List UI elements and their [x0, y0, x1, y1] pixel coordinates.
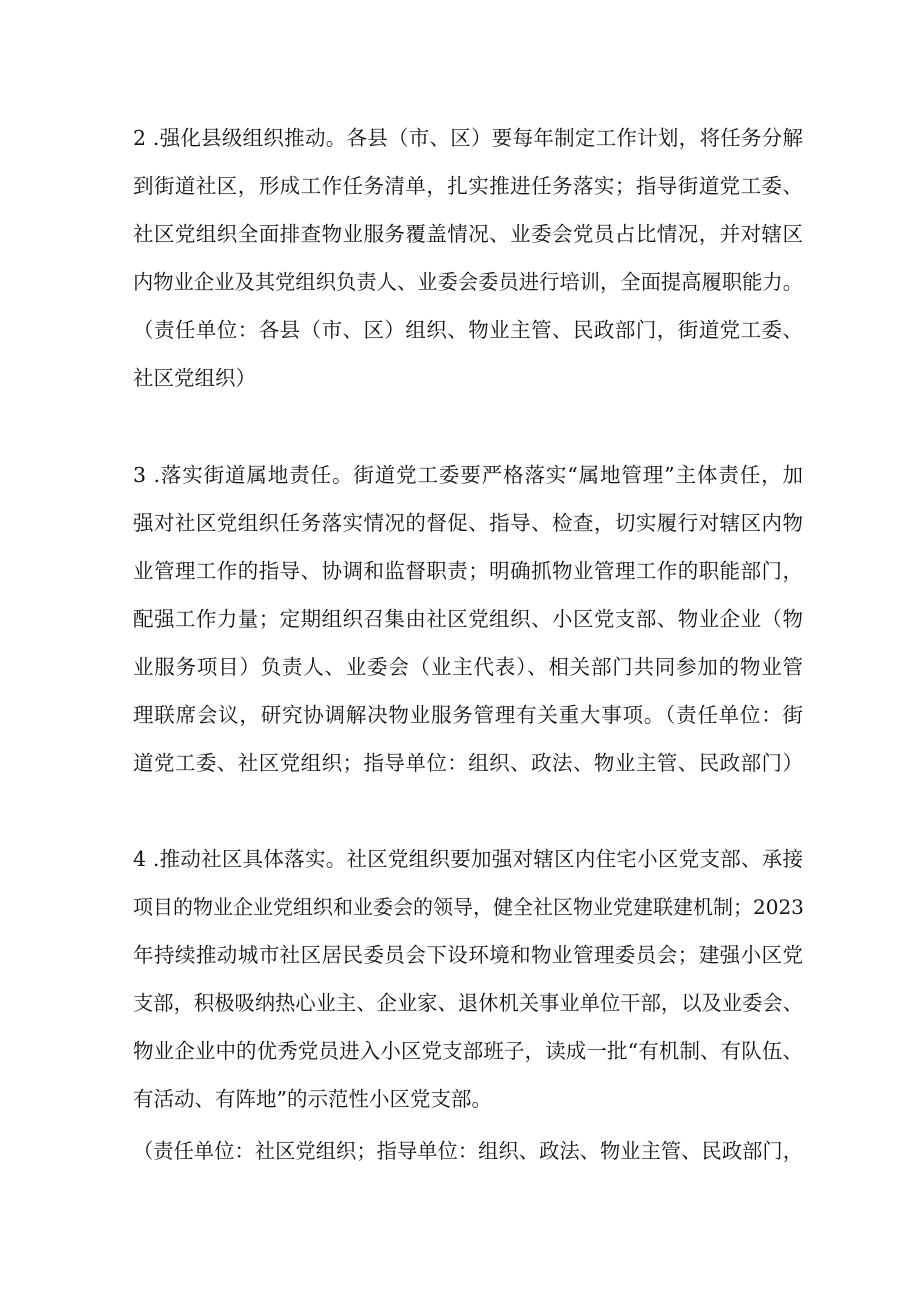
text-line: 2 .强化县级组织推动。各县（市、区）要每年制定工作计划，将任务分解	[133, 126, 803, 150]
text-line: 3 .落实街道属地责任。街道党工委要严格落实“属地管理”主体责任，加	[133, 463, 803, 487]
text-line: 配强工作力量；定期组织召集由社区党组织、小区党支部、物业企业（物	[133, 607, 803, 631]
text-line: 年持续推动城市社区居民委员会下设环境和物业管理委员会；建强小区党	[133, 943, 803, 967]
text-line: 业服务项目）负责人、业委会（业主代表）、相关部门共同参加的物业管	[133, 655, 803, 679]
text-line: （责任单位：各县（市、区）组织、物业主管、民政部门，街道党工委、	[133, 318, 803, 342]
text-line: 到街道社区，形成工作任务清单，扎实推进任务落实；指导街道党工委、	[133, 174, 803, 198]
text-line: 业管理工作的指导、协调和监督职责；明确抓物业管理工作的职能部门，	[133, 559, 803, 583]
text-line: 项目的物业企业党组织和业委会的领导，健全社区物业党建联建机制；2023	[133, 895, 804, 919]
text-line: （责任单位：社区党组织；指导单位：组织、政法、物业主管、民政部门，	[133, 1139, 803, 1163]
text-line: 支部，积极吸纳热心业主、企业家、退休机关事业单位干部，以及业委会、	[133, 991, 803, 1015]
text-line: 强对社区党组织任务落实情况的督促、指导、检查，切实履行对辖区内物	[133, 511, 803, 535]
text-line: 社区党组织全面排查物业服务覆盖情况、业委会党员占比情况，并对辖区	[133, 222, 803, 246]
text-line: 物业企业中的优秀党员进入小区党支部班子，读成一批“有机制、有队伍、	[133, 1039, 803, 1063]
text-line: 社区党组织）	[133, 366, 256, 390]
text-line: 内物业企业及其党组织负责人、业委会委员进行培训，全面提高履职能力。	[133, 270, 803, 294]
text-line: 4 .推动社区具体落实。社区党组织要加强对辖区内住宅小区党支部、承接	[133, 847, 803, 871]
text-line: 道党工委、社区党组织；指导单位：组织、政法、物业主管、民政部门）	[133, 751, 803, 775]
text-line: 理联席会议，研究协调解决物业服务管理有关重大事项。（责任单位：街	[133, 703, 803, 727]
text-line: 有活动、有阵地”的示范性小区党支部。	[133, 1087, 492, 1111]
